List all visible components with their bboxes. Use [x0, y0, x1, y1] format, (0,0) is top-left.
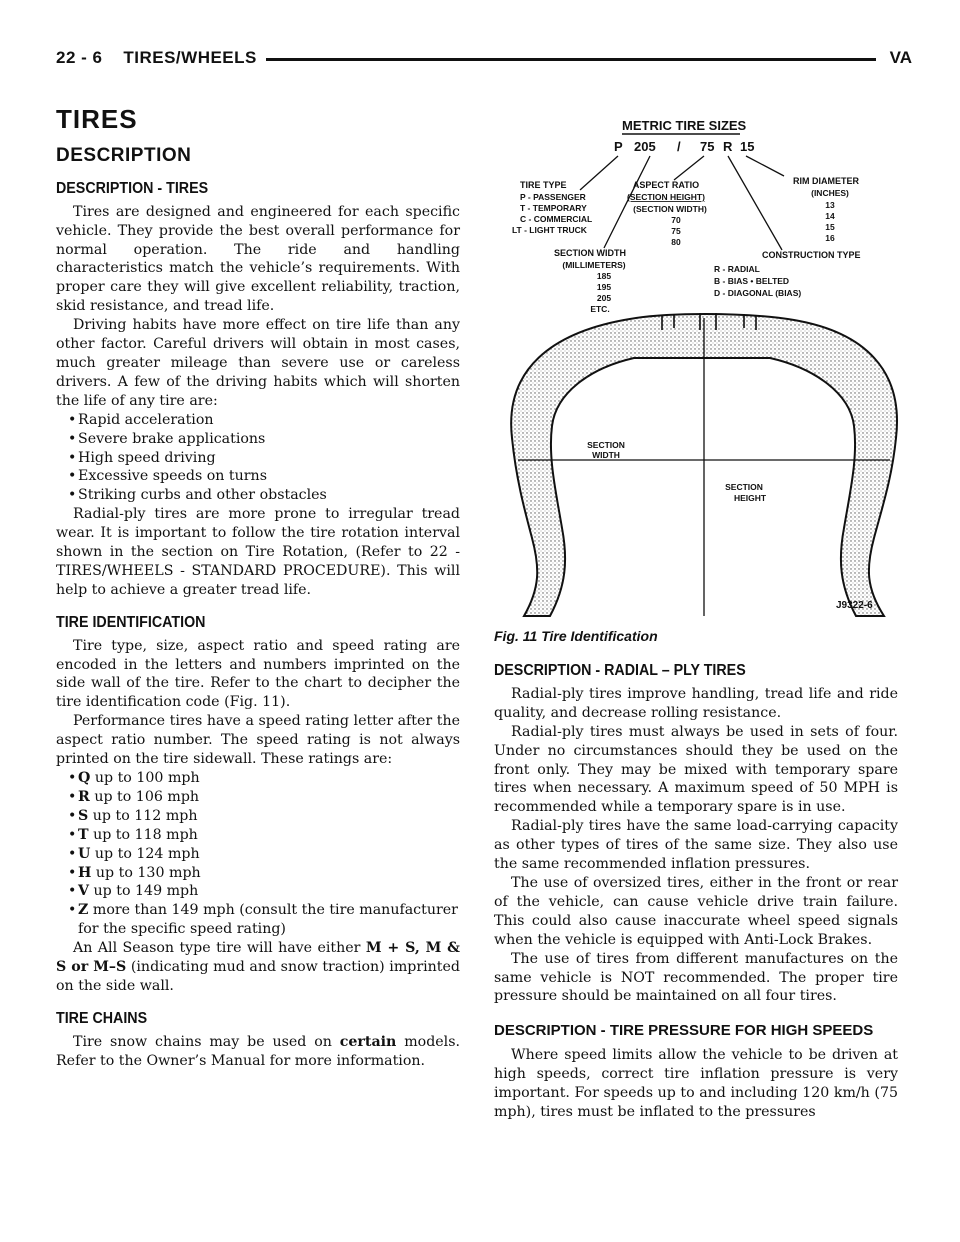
tire-identification-figure — [494, 108, 914, 648]
text-run: models. Refer to the Owner’s Manual for more information. — [56, 1033, 461, 1069]
driving-habits-list — [56, 411, 460, 506]
rating-text: up to 124 mph — [94, 845, 200, 862]
code-letter-r: R — [723, 139, 733, 154]
list-item — [56, 845, 460, 864]
paragraph: Tires are designed and engineered for each specific vehicle. They provide the best overall performance for normal operation. The ride and handling characteristics match the vehicle’s requirements. With proper care they will give excellent reliability, traction, skid resistance, and tread life. — [56, 203, 460, 315]
figure-title: METRIC TIRE SIZES — [622, 118, 747, 133]
rating-letter: S — [78, 807, 89, 824]
code-slash: / — [677, 139, 681, 154]
label-line: 80 — [671, 237, 681, 247]
list-item: • Excessive speeds on turns — [56, 467, 460, 486]
label-line: ETC. — [590, 304, 610, 314]
paragraph: Where speed limits allow the vehicle to be driven at high speeds, correct tire inflation pressure is very important. For speeds up to and including 120 km/h (75 mph), tires must be inflated to the pressures — [494, 1047, 898, 1121]
paragraph: Tire type, size, aspect ratio and speed rating are encoded in the letters and numbers imprinted on the side wall of the tire. Refer to the chart to decipher the tire identification code (Fig. 11). — [56, 637, 460, 711]
header-model-code: VA — [889, 48, 912, 67]
label-aspect-ratio: ASPECT RATIO — [632, 180, 700, 190]
heading-tire-pressure: DESCRIPTION - TIRE PRESSURE FOR HIGH SPEEDS — [494, 1022, 874, 1040]
list-item: • Striking curbs and other obstacles — [56, 486, 460, 505]
rim-diameter-block — [793, 176, 859, 243]
speed-rating-list — [56, 769, 460, 939]
header-section-title: 22 - 6 TIRES/WHEELS — [56, 48, 257, 67]
list-item — [56, 807, 460, 826]
label-line: 185 — [596, 271, 612, 281]
rating-letter: R — [78, 788, 90, 805]
rating-letter: Z — [78, 902, 89, 919]
label-line: 70 — [671, 215, 681, 225]
rating-letter: T — [78, 826, 89, 843]
label-line: T - TEMPORARY — [520, 203, 587, 213]
rating-letter: H — [78, 864, 92, 881]
rating-text: up to 130 mph — [95, 864, 201, 881]
rating-text: more than 149 mph (consult the tire manufacturer for the specific speed rating) — [78, 902, 458, 938]
label-line: B - BIAS • BELTED — [714, 276, 790, 286]
heading-tires: TIRES — [56, 104, 138, 134]
rating-text: up to 106 mph — [94, 788, 200, 805]
rating-text: up to 149 mph — [93, 883, 199, 900]
label-line: HEIGHT — [733, 493, 767, 503]
paragraph: Radial-ply tires improve handling, tread life and ride quality, and decrease rolling resistance. — [494, 685, 898, 721]
figure-id: J9322-6 — [836, 600, 873, 611]
paragraph: Radial-ply tires have the same load-carrying capacity as other types of tires of the same size. They also use the same recommended inflation pressures. — [494, 818, 898, 873]
list-item: • Severe brake applications — [56, 430, 460, 449]
label-rim-diameter: RIM DIAMETER — [793, 176, 859, 186]
text-run: An All Season type tire will have either — [73, 940, 366, 957]
label-line: LT - LIGHT TRUCK — [512, 225, 587, 235]
label-line: 75 — [671, 226, 681, 236]
heading-radial-ply: DESCRIPTION - RADIAL – PLY TIRES — [494, 662, 746, 679]
rating-text: up to 118 mph — [93, 826, 198, 843]
paragraph: Radial-ply tires are more prone to irregular tread wear. It is important to follow the tire rotation interval shown in the section on Tire Rotation, (Refer to 22 - TIRES/WHEELS - STANDARD PROCEDURE). This will help to achieve a greater tread life. — [56, 506, 460, 598]
label-line: 13 — [825, 200, 835, 210]
tire-type-block — [512, 180, 592, 235]
label-line: C - COMMERCIAL — [520, 214, 593, 224]
label-line: 14 — [825, 211, 835, 221]
left-column — [56, 100, 460, 1071]
label-line: SECTION — [587, 440, 625, 450]
header-rule — [266, 58, 876, 61]
list-item — [56, 788, 460, 807]
text-run-bold: M + S, M & S or M–S — [56, 940, 460, 976]
code-letter-p: P — [614, 139, 623, 154]
rating-letter: V — [78, 883, 90, 900]
list-item — [56, 769, 460, 788]
pointer-line — [674, 156, 704, 180]
tire-diagram — [494, 108, 914, 628]
label-line: P - PASSENGER — [520, 192, 586, 202]
code-15: 15 — [740, 139, 755, 154]
label-line: 195 — [596, 282, 612, 292]
label-line: (INCHES) — [811, 188, 849, 198]
paragraph — [56, 1033, 460, 1071]
code-75: 75 — [700, 139, 715, 154]
label-line: (SECTION WIDTH) — [633, 204, 707, 214]
rating-letter: U — [78, 845, 91, 862]
section-width-block — [554, 248, 626, 314]
label-line: D - DIAGONAL (BIAS) — [714, 288, 802, 298]
paragraph: Performance tires have a speed rating letter after the aspect ratio number. The speed rating is not always printed on the tire sidewall. These ratings are: — [56, 713, 460, 768]
pointer-line — [580, 156, 618, 190]
label-line: R - RADIAL — [714, 264, 760, 274]
list-item — [56, 826, 460, 845]
figure-caption: Fig. 11 Tire Identification — [494, 628, 658, 644]
label-line: (MILLIMETERS) — [562, 260, 626, 270]
aspect-ratio-block — [627, 180, 707, 247]
list-item — [56, 882, 460, 901]
text-run: Tire snow chains may be used on — [73, 1033, 340, 1050]
paragraph — [56, 939, 460, 996]
text-run-bold: certain — [339, 1033, 397, 1050]
label-line: WIDTH — [592, 450, 620, 460]
section-height-label — [725, 482, 767, 503]
pointer-line — [746, 156, 784, 176]
rating-letter: Q — [78, 770, 91, 786]
heading-tire-chains: TIRE CHAINS — [56, 1009, 148, 1027]
paragraph: Driving habits have more effect on tire life than any other factor. Careful drivers will obtain in most cases, much greater mileage than severe use or careless drivers. A few of the driving habits which will shorten the life of any tire are: — [56, 317, 460, 409]
rating-text: up to 100 mph — [94, 770, 200, 786]
list-item: • High speed driving — [56, 449, 460, 468]
heading-tire-identification: TIRE IDENTIFICATION — [56, 613, 206, 631]
label-line: SECTION — [725, 482, 763, 492]
pointer-line — [604, 156, 650, 248]
label-line: (SECTION HEIGHT) — [627, 192, 705, 202]
page-header — [56, 48, 912, 76]
section-width-label — [587, 440, 625, 460]
rating-text: up to 112 mph — [92, 807, 198, 824]
label-tire-type: TIRE TYPE — [520, 180, 567, 190]
label-section-width: SECTION WIDTH — [554, 248, 626, 258]
label-construction-type: CONSTRUCTION TYPE — [762, 250, 861, 260]
heading-description-tires: DESCRIPTION - TIRES — [56, 179, 209, 197]
label-line: 16 — [825, 233, 835, 243]
list-item: • Rapid acceleration — [56, 411, 460, 430]
paragraph: The use of oversized tires, either in the front or rear of the vehicle, can cause vehicle drive train failure. This could also cause inaccurate wheel speed signals when the vehicle is equipped with Anti-Lock Brakes. — [494, 874, 898, 948]
heading-description: DESCRIPTION — [56, 144, 192, 166]
construction-type-block — [714, 250, 861, 298]
list-item — [56, 864, 460, 883]
list-item — [56, 901, 460, 939]
text-run: (indicating mud and snow traction) imprinted on the side wall. — [56, 959, 460, 994]
label-line: 15 — [825, 222, 835, 232]
paragraph: Radial-ply tires must always be used in sets of four. Under no circumstances should they be used on the front only. They may be mixed with temporary spare tires when necessary. A maximum speed of 50 MPH is recommended while a temporary spare is in use. — [494, 723, 898, 816]
label-line: 205 — [596, 293, 612, 303]
code-205: 205 — [634, 139, 656, 154]
right-column — [494, 648, 898, 1122]
paragraph: The use of tires from different manufactures on the same vehicle is NOT recommended. The proper tire pressure should be maintained on all four tires. — [494, 950, 898, 1005]
